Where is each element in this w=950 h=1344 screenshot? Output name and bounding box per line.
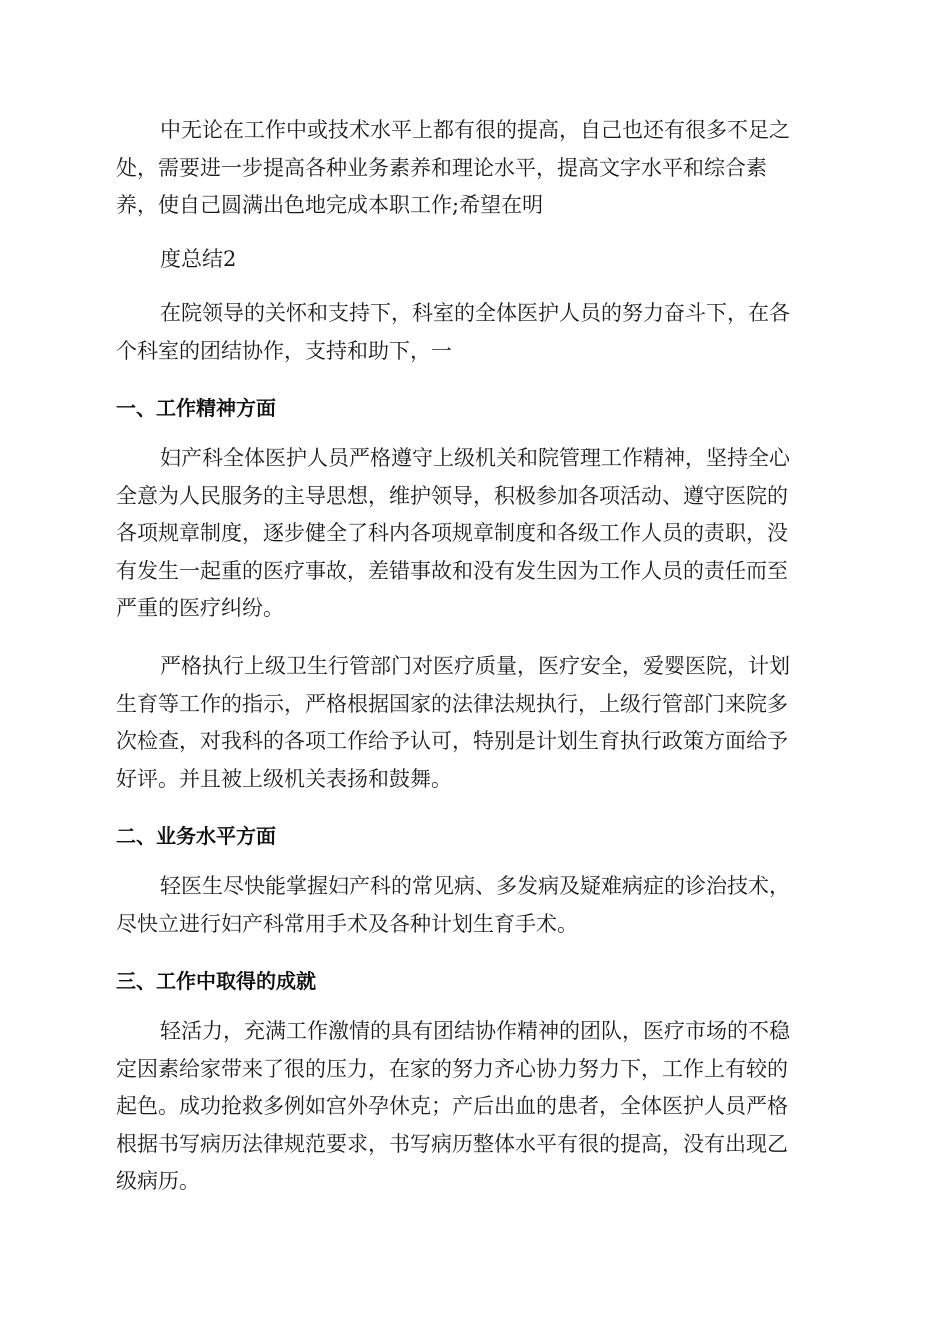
text-line: 度总结2 <box>160 247 237 271</box>
text-line: 全意为人民服务的主导思想，维护领导，积极参加各项活动、遵守医院的 <box>116 483 788 508</box>
text-line: 次检查，对我科的各项工作给予认可，特别是计划生育执行政策方面给予 <box>116 729 788 753</box>
text-line: 养，使自己圆满出色地完成本职工作;希望在明 <box>116 193 544 217</box>
paragraph-intro <box>116 295 836 370</box>
text-line: 中无论在工作中或技术水平上都有很的提高，自己也还有很多不足之 <box>160 118 790 142</box>
text-line: 起色。成功抢救多例如宫外孕休克；产后出血的患者，全体医护人员严格 <box>116 1094 788 1118</box>
text-line: 根据书写病历法律规范要求，书写病历整体水平有很的提高，没有出现乙 <box>116 1131 788 1156</box>
paragraph-continuation <box>116 112 836 225</box>
paragraph-subtitle <box>116 241 836 279</box>
text-line: 轻活力，充满工作激情的具有团结协作精神的团队，医疗市场的不稳 <box>160 1019 790 1043</box>
text-line: 处，需要进一步提高各种业务素养和理论水平，提高文字水平和综合素 <box>116 155 767 180</box>
section-heading-work-spirit: 一、工作精神方面 <box>116 396 276 420</box>
text-line: 严重的医疗纠纷。 <box>116 596 284 620</box>
text-line: 有发生一起重的医疗事故，差错事故和没有发生因为工作人员的责任而至 <box>116 558 788 583</box>
section-heading-achievements: 三、工作中取得的成就 <box>116 969 316 993</box>
paragraph-work-spirit <box>116 440 836 628</box>
text-line: 轻医生尽快能掌握妇产科的常见病、多发病及疑难病症的诊治技术， <box>160 874 790 898</box>
paragraph-business-level <box>116 868 836 943</box>
text-line: 定因素给家带来了很的压力，在家的努力齐心协力努力下，工作上有较的 <box>116 1056 788 1081</box>
text-line: 各项规章制度，逐步健全了科内各项规章制度和各级工作人员的责职，没 <box>116 521 788 545</box>
text-line: 妇产科全体医护人员严格遵守上级机关和院管理工作精神，坚持全心 <box>160 446 790 470</box>
section-heading-business-level: 二、业务水平方面 <box>116 824 276 848</box>
text-line: 生育等工作的指示，严格根据国家的法律法规执行，上级行管部门来院多 <box>116 691 788 716</box>
text-line: 好评。并且被上级机关表扬和鼓舞。 <box>116 766 452 791</box>
text-line: 级病历。 <box>116 1169 200 1193</box>
text-line: 在院领导的关怀和支持下，科室的全体医护人员的努力奋斗下，在各 <box>160 301 790 325</box>
text-line: 严格执行上级卫生行管部门对医疗质量，医疗安全，爱婴医院，计划 <box>160 654 790 678</box>
text-line: 尽快立进行妇产科常用手术及各种计划生育手术。 <box>116 911 578 936</box>
paragraph-achievements <box>116 1013 836 1201</box>
paragraph-regulations <box>116 648 836 798</box>
text-line: 个科室的团结协作，支持和助下，一 <box>116 338 452 363</box>
